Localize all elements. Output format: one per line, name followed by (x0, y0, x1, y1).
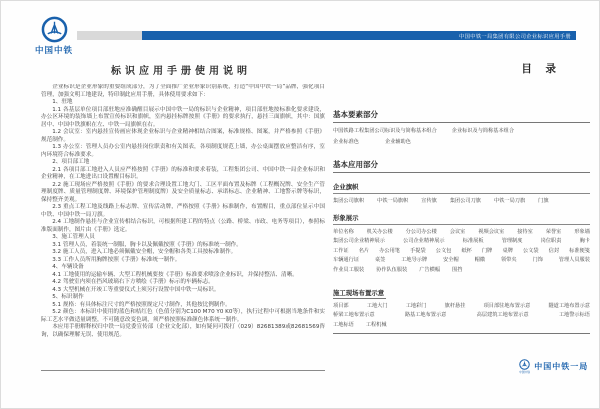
china-railway-emblem-icon (519, 359, 530, 370)
toc-item: 隧道工地布置示意 (548, 302, 590, 309)
section-heading-basic-elements: 基本要素部分 (333, 110, 378, 119)
subsection-rule (333, 193, 590, 194)
toc-item: 集团公司企业精神展示 (333, 238, 385, 245)
toc-item: 名片 (358, 247, 370, 254)
toc-item: 纸杯 (461, 247, 472, 254)
toc-item: 门饰 (532, 257, 543, 264)
toc-item: 高层建筑工地布置示意 (476, 312, 529, 319)
body-paragraph: 4.2 驾驶室内须在挡风玻璃右下方喷绘《手册》标示的车辆标志。 (52, 279, 214, 285)
toc-item: 项目部 (333, 302, 349, 309)
body-paragraph: 2.4 工地制作悬挂与企业宣传相结合标识，可根据所建工程的特点（公路、桥梁、市政、电务等项目），参照标准版面制作，图片由《手册》选定。 (41, 219, 325, 233)
left-page-title: 标识应用手册使用说明 (111, 66, 251, 77)
toc-row (333, 303, 590, 309)
section-rule (333, 122, 590, 123)
toc-item: 工地导示牌 (401, 257, 428, 264)
toc-title: 目 录 (521, 63, 561, 75)
toc-item: 桥梁工地布置示意 (333, 312, 375, 319)
toc-item: 形象墙 (574, 229, 590, 235)
toc-item: 工程机械 (365, 321, 387, 328)
toc-item: 车辆通行证 (333, 257, 359, 264)
subsection-rule (333, 224, 590, 225)
toc-item: 单位名称 (333, 229, 354, 235)
toc-item: 围挡 (452, 266, 463, 273)
toc-item: 信封 (548, 247, 560, 254)
toc-item: 工地大门 (366, 302, 388, 309)
toc-row (333, 248, 590, 254)
toc-item: 管理人员服装 (558, 257, 590, 264)
toc-item: 企业标识及与简称基本组合 (451, 128, 515, 134)
toc-row (333, 229, 590, 235)
china-railway-emblem-icon (41, 16, 68, 43)
section-heading-basic-applications: 基本应用部分 (333, 160, 378, 169)
toc-item: 标准便笺 (569, 247, 590, 254)
toc-item: 手提袋 (410, 247, 426, 254)
body-paragraph: 3.1 管理人员，着装统一制服，胸卡以及佩戴按照《手册》的标准统一制作。 (52, 241, 242, 248)
toc-row (333, 139, 590, 145)
body-paragraph: 3.3 工作人员所用胸牌按照《手册》标准统一制作。 (52, 256, 181, 263)
brand-logo (28, 16, 80, 56)
footer-brand (519, 359, 588, 374)
toc-item: 桌牌 (502, 247, 513, 254)
toc-item: 中国铁路工程集团公司标识及与简称基本组合 (333, 128, 437, 134)
body-paragraph: 1.1 各基层单位项目部驻地应准确醒目展示中国中铁一局的标识与企业精神，项目部驻地按标准化要求建设，办公区环境的装饰墙上布置宣传标识和旗帜，室内悬挂标牌按照《手册》的要求执行，悬挂三面旗帜，其中：国旗居中、中国中铁旗帜在左、中铁一局旗帜在右。 (41, 106, 325, 128)
toc-item: 门牌 (481, 247, 493, 254)
toc-item: 接待室 (517, 229, 533, 235)
toc-item: 集团公司刀旗 (449, 198, 481, 204)
toc-row-flags (333, 198, 590, 204)
toc-item: 宣传旗 (421, 198, 437, 204)
body-paragraph: 4、车辆设备 (52, 264, 84, 270)
toc-item: 办公用笔 (379, 247, 400, 254)
body-paragraph: 5、标识制作 (52, 294, 84, 300)
header-blue-bar (142, 31, 576, 40)
subsection-heading-display: 形象展示 (333, 214, 359, 222)
toc-item: 企业辅助色 (384, 139, 411, 145)
body-paragraph: 2.2 施工现场应严格按照《手册》的要求合理设置工地大门、工区平面布置及标牌（工程概况牌、安全生产管理制度牌、质量管理制度牌、环境保护管理制度牌）及安全质量标志、承诺标志、企业精神、工地警示牌等标识，保持整齐美观。 (41, 181, 325, 203)
toc-item: 分公司办公楼 (405, 229, 437, 235)
body-paragraph: 本应用手册解释权归中铁一局党委宣传部（企业文化部），如有疑问可拨打（029）82681389或82681569咨询，以确保理解无误、使用规范。 (41, 324, 325, 338)
toc-item: 协作队伍服装 (376, 266, 408, 273)
toc-bottom-rule (333, 333, 590, 334)
toc-item: 中铁一局旗帜 (377, 198, 409, 204)
toc-item: 帽徽 (474, 257, 486, 264)
body-paragraph: 企业标识是企业形象的重要组成部分，为了全面推广企业形象识别系统，打造“中国中铁一局”品牌，强化项目管理，加强文明工地建设，特印制此应用手册，具体使用要求如下： (41, 84, 325, 98)
brand-logo-text: 中国中铁 (34, 46, 73, 56)
toc-item: 广告横幅 (419, 266, 441, 273)
body-paragraph: 5.1 规格：有具体标注尺寸的严格按照规定尺寸制作，其他按比例制作。 (52, 301, 231, 308)
toc-item: 中铁一局刀旗 (494, 198, 526, 204)
footer-brand-text: 中国中铁一局 (534, 362, 589, 371)
toc-item: 机关办公楼 (366, 229, 393, 235)
toc-item: 胸卡 (579, 238, 590, 245)
body-paragraph: 5.2 颜色：本标识中使用的蓝色和桔红色（色值分别为C100 M70 Y0 K0等），执行过程中可根据当地条件和实际工艺水平做适量调整，不可随意改变色调，须严格按照标准颜色体系统一制作。 (41, 309, 325, 323)
toc-row (333, 257, 590, 263)
toc-row (333, 322, 590, 328)
body-paragraph: 1.3 办公室：管理人员办公室内悬挂岗位职责和有关图表，各项制度规范上墙，办公桌面摆放应整洁有序，室内环境符合标准要求。 (41, 144, 325, 158)
section-rule (333, 172, 590, 173)
body-paragraph: 4.1 工地使用的运输车辆、大型工程机械要按《手册》标准要求喷涂企业标识，并保持整洁、清晰。 (52, 271, 298, 278)
toc-item: 公司企业精神展示 (403, 238, 445, 245)
toc-item: 工作证 (333, 247, 349, 254)
toc-item: 旗杆悬挂 (444, 302, 466, 309)
toc-item: 作业员工服装 (333, 266, 365, 273)
body-paragraph: 1.2 会议室：室内悬挂宣传画应体现企业标识与企业精神相结合图案，标准规格、图案，并严格参照《手册》规范制作。 (41, 129, 325, 143)
section-heading-site-layout: 施工现场布置示意 (333, 288, 385, 297)
body-paragraph: 3、施工管理人员 (52, 234, 95, 240)
toc-item: 路基工地布置示意 (404, 312, 447, 319)
toc-item: 荣誉室 (545, 229, 562, 235)
toc-item: 工地标语 (333, 321, 354, 328)
body-paragraph: 2.1 各项目部工地进入人员应严格按照《手册》的标准和要求着装，工程集团公司、中国中铁一局企业标识和企业精神，在工地进出口设置醒目标识。 (41, 166, 325, 180)
toc-item: 工地彩门 (405, 302, 427, 309)
body-paragraph: 1、驻地 (52, 99, 73, 105)
toc-item: 领带夹 (500, 257, 517, 264)
toc-row (333, 238, 590, 244)
toc-item: 企业标准色 (333, 139, 359, 145)
toc-item: 门旗 (538, 198, 549, 204)
toc-item: 工地警示标语 (558, 312, 590, 319)
body-paragraph: 2.3 重点工程工地及线路上标志牌、宣传活动牌，严格按照《手册》标准制作，布置醒目，重点部位显示中国中铁、中国中铁一局刀旗。 (41, 204, 325, 218)
header-bar-title: 中国中铁一局集团有限公司企业标识应用手册 (459, 33, 571, 40)
toc-item: 公文袋 (522, 247, 539, 254)
toc-item: 会议室 (449, 229, 466, 235)
footer-logo (519, 359, 530, 374)
toc (333, 109, 590, 334)
toc-item: 公文包 (435, 247, 452, 254)
body-paragraph: 2、项目部工地 (52, 159, 90, 165)
header-gray-bar (77, 31, 142, 40)
subsection-heading-flags: 企业旗帜 (333, 183, 359, 191)
toc-item: 标准展板 (462, 238, 484, 245)
left-page-body (41, 84, 325, 360)
toc-row (333, 128, 590, 134)
body-paragraph: 4.3 大型机械在开竣工等重要仪式上须另行设置中国中铁一局标识。 (52, 286, 220, 293)
toc-item: 项目部驻地布置示意 (483, 302, 531, 309)
toc-row (333, 267, 590, 273)
toc-item: 管理制度 (501, 238, 523, 245)
toc-item: 视频会议室 (478, 229, 505, 235)
toc-row (333, 312, 590, 318)
toc-item: 桌签 (374, 257, 386, 264)
toc-item: 集团公司旗帜 (333, 198, 365, 204)
footer-logo-text: 中国中铁 (519, 370, 531, 374)
toc-item: 安全帽 (443, 257, 459, 264)
left-page-bottom-rule (41, 370, 325, 371)
toc-item: 岗位职责 (540, 238, 562, 245)
body-paragraph: 3.2 施工人员，进入工地必须佩戴安全帽，安全帽和各类工具按标准制作。 (52, 249, 237, 255)
